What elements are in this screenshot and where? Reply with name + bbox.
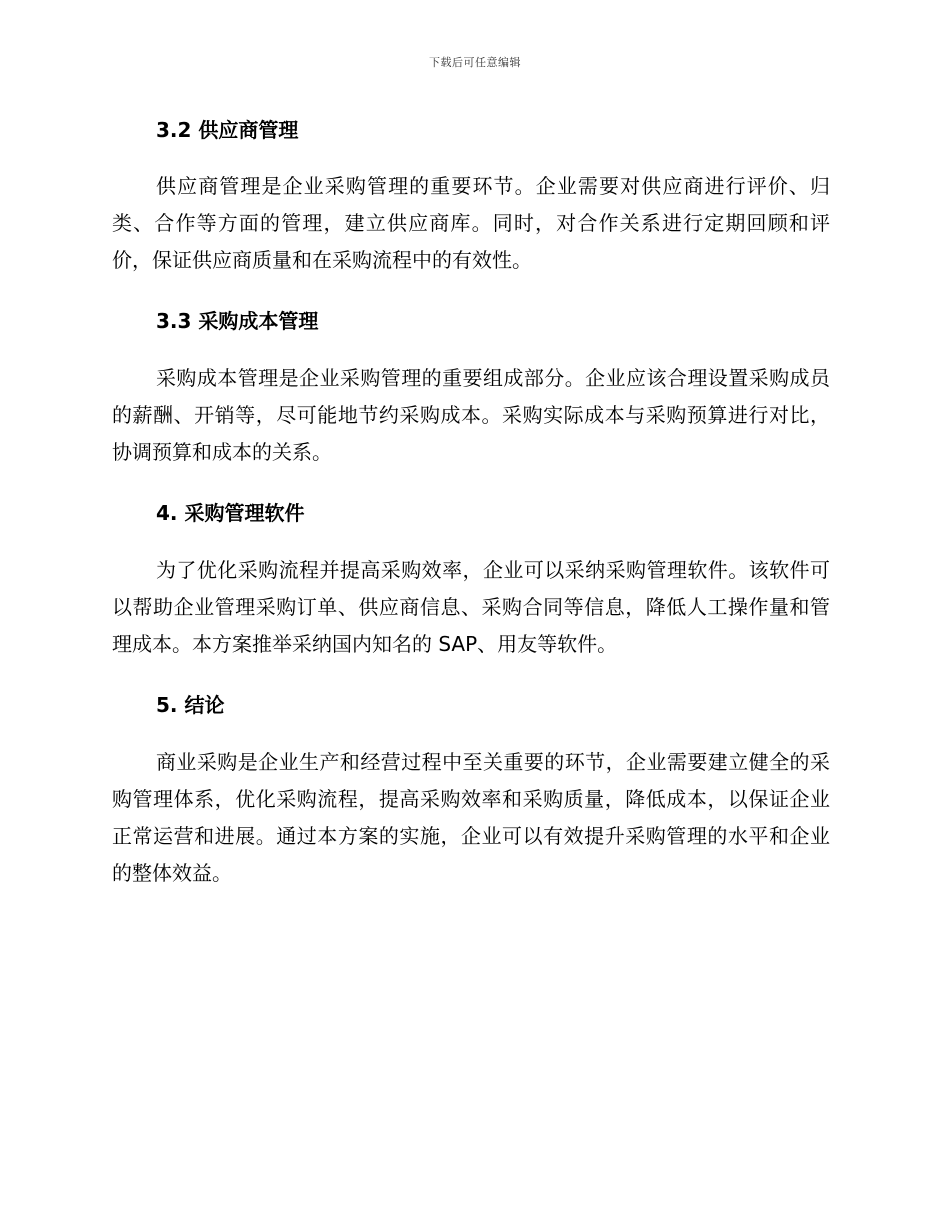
section-heading-4: 4. 采购管理软件	[156, 501, 305, 525]
section-paragraph-4: 为了优化采购流程并提高采购效率，企业可以采纳采购管理软件。该软件可以帮助企业管理采购订单、供应商信息、采购合同等信息，降低人工操作量和管理成本。本方案推举采纳国内知名的 SAP、用友等软件。	[112, 558, 830, 656]
section-paragraph-3-3: 采购成本管理是企业采购管理的重要组成部分。企业应该合理设置采购成员的薪酬、开销等，尽可能地节约采购成本。采购实际成本与采购预算进行对比，协调预算和成本的关系。	[112, 366, 830, 464]
section-heading-3-3: 3.3 采购成本管理	[156, 309, 319, 333]
section-paragraph-3-2: 供应商管理是企业采购管理的重要环节。企业需要对供应商进行评价、归类、合作等方面的管理，建立供应商库。同时，对合作关系进行定期回顾和评价，保证供应商质量和在采购流程中的有效性。	[112, 174, 830, 272]
section-heading-3-2: 3.2 供应商管理	[156, 118, 299, 142]
section-paragraph-5: 商业采购是企业生产和经营过程中至关重要的环节，企业需要建立健全的采购管理体系，优化采购流程，提高采购效率和采购质量，降低成本，以保证企业正常运营和进展。通过本方案的实施，企业可以有效提升采购管理的水平和企业的整体效益。	[112, 750, 830, 885]
page-header-note: 下载后可任意编辑	[429, 56, 521, 69]
document-body	[112, 110, 830, 892]
section-heading-5: 5. 结论	[156, 693, 225, 717]
